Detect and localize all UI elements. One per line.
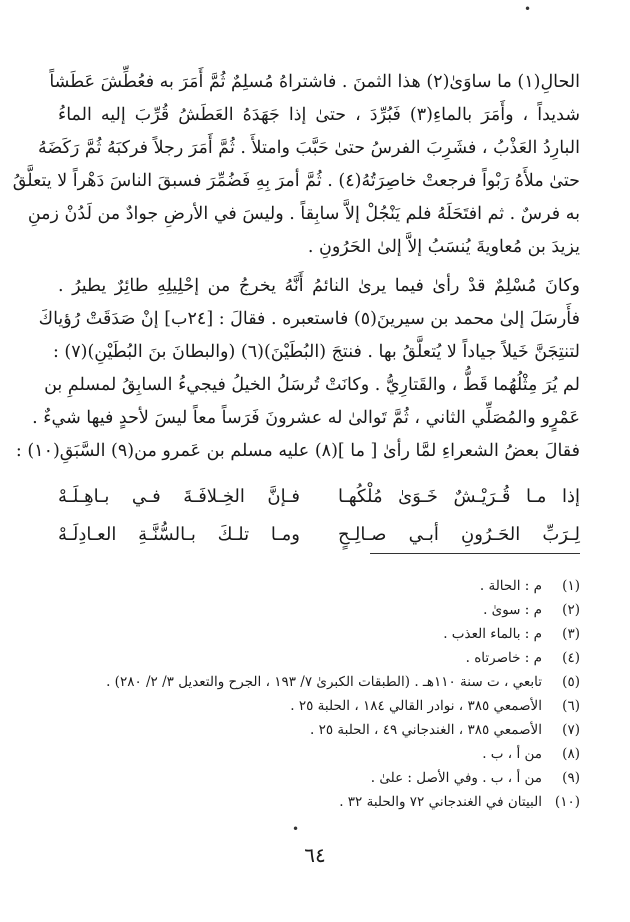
footnote-number: (٦) — [562, 698, 580, 714]
footnote-number: (٣) — [562, 626, 580, 642]
text-line: الحالِ(١) ما ساوَىٰ(٢) هذا الثمنَ . فاشتراهُ مُسلِمٌ ثُمَّ أَمَرَ به فعُطِّشَ عَطَشاً — [49, 72, 580, 92]
footnote-text: تابعي ، ت سنة ١١٠هـ . (الطبقات الكبرىٰ ٧/ ١٩٣ ، الجرح والتعديل ٣/ ٢/ ٢٨٠) . — [106, 674, 542, 690]
footnote-text: م : بالماء العذب . — [443, 626, 542, 642]
footnote-number: (١) — [562, 578, 580, 594]
verse — [58, 516, 580, 554]
footnote — [58, 742, 580, 766]
footnote — [58, 766, 580, 790]
footnote-number: (٢) — [562, 602, 580, 618]
verse-second-hemistich: فـإنَّ الخِـلافَـةَ فـي بـاهِـلَـهْ — [58, 486, 300, 507]
footnote — [58, 718, 580, 742]
footnote-separator — [370, 553, 580, 554]
footnote-text: الأصمعي ٣٨٥ ، الغندجاني ٤٩ ، الحلبة ٢٥ . — [309, 722, 542, 738]
text-line: شديداً ، وأَمَرَ بالماءِ(٣) فَبُرِّدَ ، حتىٰ إذا جَهَدَهُ العَطَشُ قُرِّبَ إليه الماءُ — [58, 105, 580, 125]
footnote-text: الأصمعي ٣٨٥ ، نوادر القالي ١٨٤ ، الحلبة ٢٥ . — [290, 698, 542, 714]
footnote — [58, 574, 580, 598]
footnote — [58, 646, 580, 670]
footnote-number: (٨) — [562, 746, 580, 762]
main-text — [12, 66, 580, 468]
footnote — [58, 622, 580, 646]
footnote-number: (٤) — [562, 650, 580, 666]
footnote-text: م : سوىٰ . — [483, 602, 542, 618]
footnote — [58, 694, 580, 718]
footnote-number: (٧) — [562, 722, 580, 738]
text-line: لم يُرَ مِثْلُهُما قَطُّ ، والقَتارِيُّ . وكانَتْ تُرسَلُ الخيلُ فيجيءُ السابِقُ لمسلمِ بن — [44, 375, 580, 395]
verse-first-hemistich: لِـرَبِّ الحَـرُونِ أبـي صـالِـحٍ — [338, 524, 580, 545]
text-line: فقالَ بعضُ الشعراءِ لمَّا رأىٰ [ ما ](٨) عليه مسلم بن عَمرو من(٩) السَّبَقِ(١٠) : — [15, 441, 580, 461]
footnote — [58, 670, 580, 694]
text-line: البارِدُ العَذْبُ ، فشَرِبَ الفرسُ حتىٰ حَبَّبَ وامتلأَ . ثُمَّ أَمَرَ رجلاً فركبَهُ ثُمَّ رَكَضَهُ — [38, 138, 580, 158]
footnote-number: (٩) — [562, 770, 580, 786]
poem — [58, 478, 580, 554]
text-line: به فرسٌ . ثم افتَحَلَهُ فلم يَنْجُلْ إلاَّ سابِقاً . وليسَ في الأرضِ جوادٌ من لَدُنْ زمنِ — [27, 204, 580, 224]
margin-mark: • — [292, 822, 300, 836]
footnote-text: م : خاصرتاه . — [465, 650, 542, 666]
margin-mark: • — [524, 2, 532, 16]
footnote-text: من أ ، ب . — [482, 746, 542, 762]
footnote-text: من أ ، ب . وفي الأصل : علىٰ . — [370, 770, 542, 786]
verse-second-hemistich: ومـا تلـكَ بـالسُّنَّـةِ العـادِلَـهْ — [58, 524, 300, 545]
verse-first-hemistich: إذا مـا قُـرَيْـشٌ خَـوَىٰ مُلْكُهـا — [338, 486, 580, 507]
text-line: حتىٰ ملأَهُ رَبْواً فرجعتْ خاصِرَتُهُ(٤) . ثُمَّ أمرَ بِهِ فَضُمِّرَ فسبقَ الناسَ دَهْراً لا يتعلَّقُ — [12, 171, 580, 191]
footnote — [58, 790, 580, 814]
text-line: عَمْرٍو والمُصَلِّي الثاني ، ثُمَّ تَوالىٰ له عشرونَ فَرَساً معاً ليسَ لأحدٍ فيها شيءٌ . — [32, 408, 580, 428]
footnote-number: (١٠) — [554, 794, 580, 810]
footnotes — [58, 574, 580, 814]
footnote-text: البيتان في الغندجاني ٧٢ والحلبة ٣٢ . — [339, 794, 542, 810]
footnote-number: (٥) — [562, 674, 580, 690]
footnote — [58, 598, 580, 622]
text-line: يزيدَ بن مُعاويةَ يُنسَبُ إلاَّ إلىٰ الحَرُونِ . — [307, 237, 580, 257]
footnote-text: م : الحالة . — [479, 578, 542, 594]
text-line: وكانَ مُسْلِمٌ قدْ رأىٰ فيما يرىٰ النائمُ أَنَّهُ يخرجُ من إحْلِيلِهِ طائِرٌ يطيرُ . — [58, 276, 580, 296]
page-number: ٦٤ — [304, 843, 326, 867]
verse — [58, 478, 580, 516]
text-line: فأَرسَلَ إلىٰ محمد بن سيرينَ(٥) فاستعبره . فقالَ : [٢٤ب] إنْ صَدَقَتْ رُؤياكَ — [38, 309, 580, 329]
text-line: لتنتِجَنَّ خَيلاً جياداً لا يُتعلَّقُ بها . فنتجَ (البُطَيْنَ)(٦) (والبطانَ بنَ البُطَيْنِ)(٧) : — [52, 342, 580, 362]
